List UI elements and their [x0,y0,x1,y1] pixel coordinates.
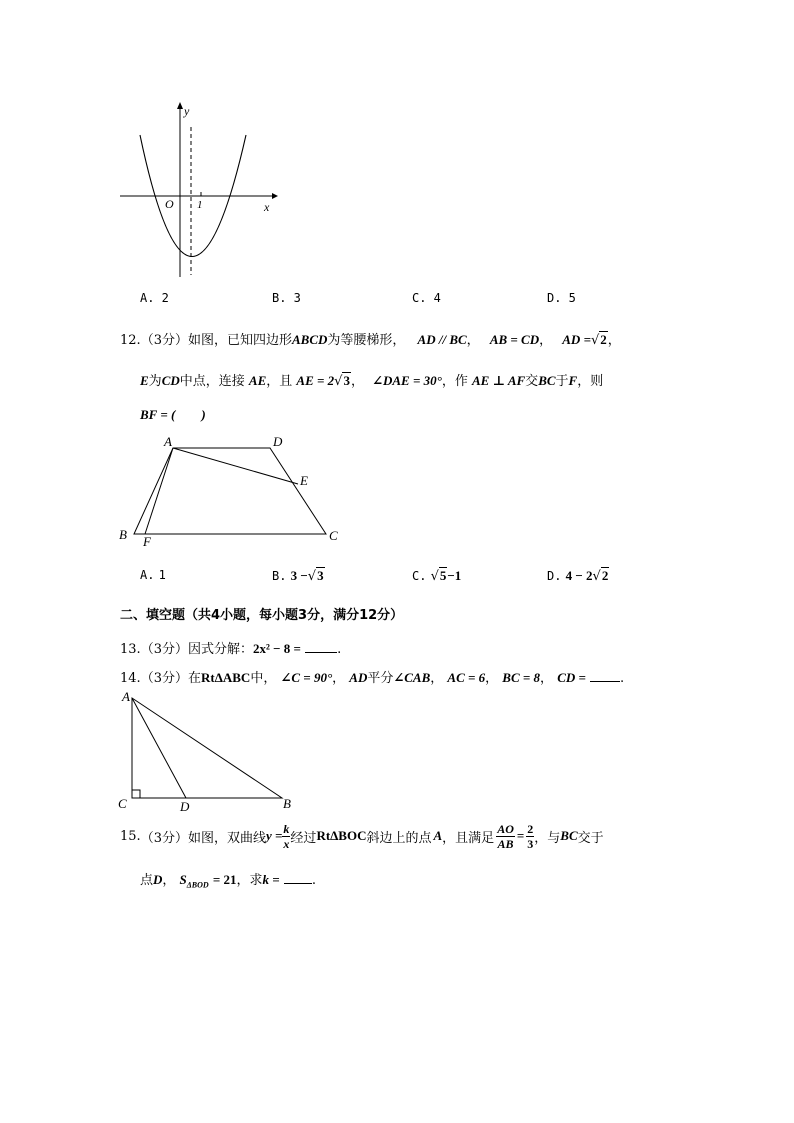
q14-answer-blank[interactable] [590,669,620,682]
q15-line2: 点D， $S_{\Delta BOD} = 21$，求k = . [140,872,316,890]
label-f: F [143,534,151,549]
q11-option-d[interactable]: D. 5 [547,291,576,305]
q12-option-d[interactable]: D. 4 − 2√2 [547,568,609,584]
label-b: B [283,796,291,811]
q12-option-b[interactable]: B. 3 −√3 [272,568,324,584]
segment-af [145,448,173,534]
parabola-graph [110,95,290,285]
origin-label: O [165,197,174,211]
right-triangle-figure [112,688,302,813]
trapezoid-figure [112,430,352,550]
q12-line2: E为CD中点，连接 AE，且 AE = 2√3， ∠DAE = 30°，作 AE ⊥ AF交BC于F，则 [140,373,604,389]
q15-frac-2-3: $\frac{2}{3}$ [527,821,534,851]
x-axis-arrow [272,193,278,199]
q11-option-a[interactable]: A. 2 [140,291,169,305]
label-b: B [119,527,127,542]
q15-frac-ao-ab: $\frac{AO}{AB}$ [497,821,514,851]
q12-line1: 12.（3分）如图，已知四边形ABCD为等腰梯形， AD // BC， AB = CD， AD =√2， [120,332,621,348]
q12-option-c[interactable]: C. √5−1 [412,568,462,584]
label-c: C [118,796,127,811]
label-a: A [122,689,130,704]
q14-line: 14.（3分）在RtΔABC中， ∠C = 90°， AD平分∠CAB， AC = 6， BC = 8， CD = . [120,670,625,686]
y-axis-arrow [177,102,183,109]
q13-answer-blank[interactable] [305,640,337,653]
trapezoid-abcd [134,448,326,534]
x-axis-label: x [264,200,270,214]
y-axis-label: y [184,104,190,118]
section-heading: 二、填空题（共4小题，每小题3分，满分12分） [120,608,404,623]
segment-ae [173,448,298,484]
label-e: E [300,473,308,488]
q15-answer-blank[interactable] [284,871,312,884]
q12-number: 12. [120,333,141,348]
q15-frac-kx: $\frac{k}{x}$ [283,821,290,851]
q15-line1: 15. （3分） 如图，双曲线 y = $\frac{k}{x}$ 经过 RtΔBOC 斜边上的点 A ，且满足 $\frac{AO}{AB}$ = $\frac{2}{3}$ ，与 BC 交于 [120,821,604,851]
q12-option-a[interactable]: A. 1 [140,568,166,582]
q12-score: （3分） [140,333,188,348]
segment-ad [132,698,186,798]
q13-line: 13.（3分）因式分解：2x² − 8 = . [120,641,342,657]
label-a: A [164,434,172,449]
q11-option-b[interactable]: B. 3 [272,291,301,305]
label-c: C [329,528,338,543]
triangle-acb [132,698,282,798]
right-angle-mark [132,790,140,798]
label-d: D [273,434,283,449]
q12-line3: BF = ( ) [140,407,206,422]
tick-label-1: 1 [197,199,203,211]
label-d: D [180,799,190,813]
q11-option-c[interactable]: C. 4 [412,291,441,305]
